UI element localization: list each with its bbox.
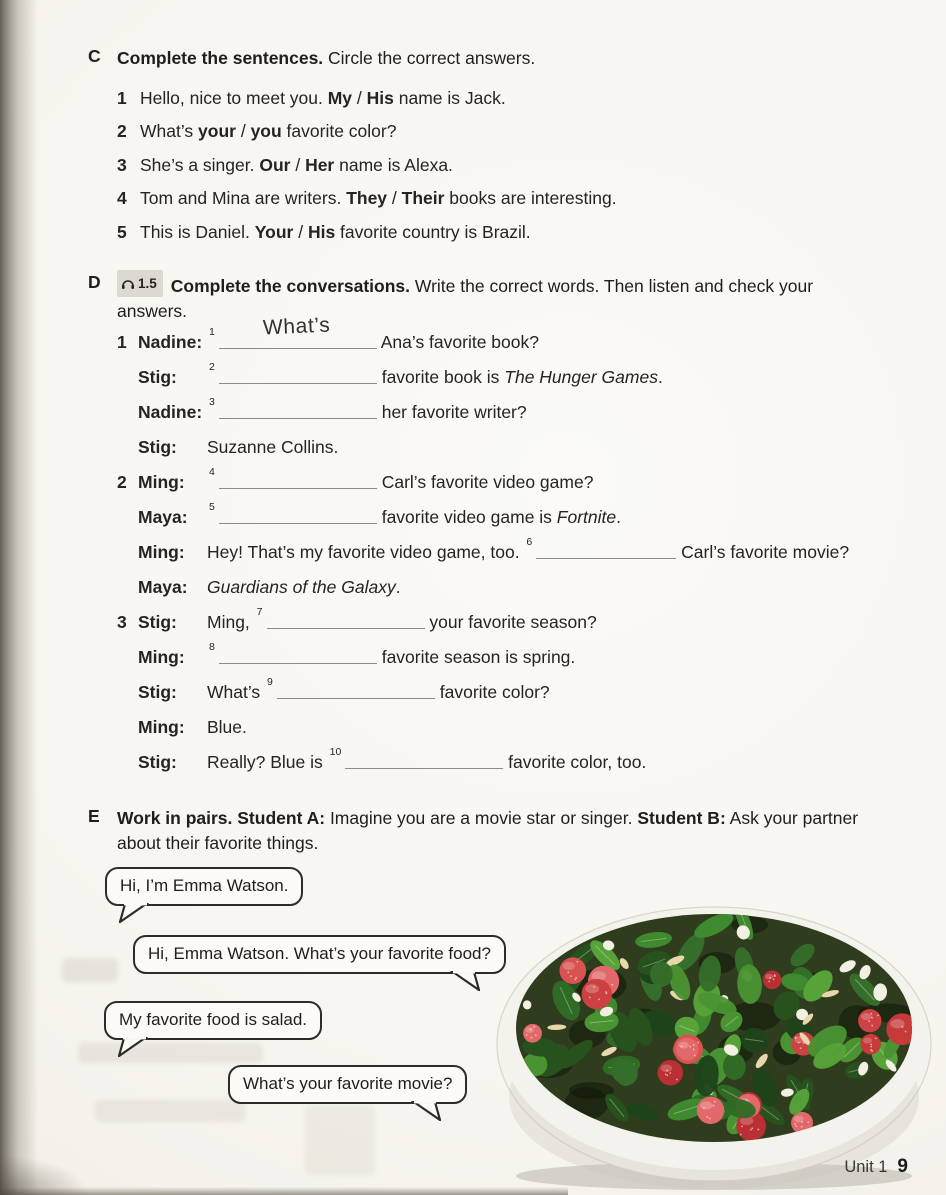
item-number: 3 (117, 154, 127, 175)
item-number: 5 (117, 221, 127, 242)
text-run: Tom and Mina are writers. (140, 188, 347, 209)
answer-number: 10 (329, 746, 342, 759)
speech-bubble (105, 867, 303, 906)
speech-bubble-text: Hi, I’m Emma Watson. (120, 876, 289, 895)
answer-blank (219, 402, 377, 419)
item-text (140, 115, 396, 148)
bleed-through-mark (62, 958, 118, 982)
text-run: / (235, 121, 251, 142)
speech-bubble-text: What’s your favorite movie? (243, 1074, 453, 1093)
conversation-line (117, 395, 849, 430)
salad-photo (482, 892, 946, 1195)
exercise-item (117, 216, 617, 249)
line-content (207, 465, 593, 500)
answer-number: 1 (209, 326, 215, 339)
conversation-line (117, 360, 849, 395)
text-run: My (327, 88, 353, 108)
headphones-icon (121, 277, 135, 290)
answer-blank (219, 313, 377, 349)
text-run: Hello, nice to meet you. (140, 88, 328, 108)
answer-number: 3 (209, 396, 215, 409)
text-run: She’s a singer. (140, 154, 260, 175)
section-c-instruction: Circle the correct answers. (323, 48, 536, 68)
exercise-item (117, 182, 617, 215)
section-d-title (117, 270, 845, 324)
text-run: What’s (140, 121, 199, 142)
speaker-label: Nadine: (138, 402, 203, 422)
section-e-student-a: Work in pairs. Student A: (117, 808, 326, 828)
speech-bubble-tail (118, 1037, 148, 1057)
answer-number: 9 (267, 676, 273, 689)
text-run: your (198, 121, 236, 142)
speaker-label: Ming: (138, 647, 185, 667)
conversation-line (117, 500, 849, 535)
text-run: name is Alexa. (334, 154, 453, 175)
conversation-line (117, 675, 849, 710)
line-content (207, 640, 575, 675)
line-content (207, 395, 527, 430)
text-run: / (293, 221, 308, 242)
conversation-line (117, 640, 849, 675)
answer-blank (219, 507, 377, 524)
answer-blank (219, 647, 377, 664)
text-run: His (307, 221, 336, 242)
page-footer (844, 1156, 908, 1178)
exercise-item (117, 115, 617, 148)
text-run: favorite color? (281, 121, 397, 142)
audio-track-number: 1.5 (138, 276, 157, 291)
section-c-title (117, 46, 857, 71)
item-text (140, 82, 506, 115)
bleed-through-mark (305, 1105, 375, 1175)
conversation-number (117, 535, 138, 570)
answer-blank (219, 367, 377, 384)
answer-number: 5 (209, 501, 215, 514)
speaker-label: Maya: (138, 577, 188, 597)
speech-bubble-tail (450, 971, 480, 991)
text-run: name is Jack. (393, 88, 506, 108)
conversation-line (117, 570, 849, 605)
speech-bubble-tail (411, 1101, 441, 1121)
text-run: your favorite season? (424, 612, 597, 632)
text-run: / (387, 188, 402, 209)
text-run: What’s (207, 682, 266, 702)
audio-track-badge (117, 270, 163, 297)
speaker-label: Maya: (138, 507, 188, 527)
text-run: / (290, 154, 306, 175)
speaker-label: Stig: (138, 752, 177, 772)
speech-bubble-tail (119, 903, 149, 923)
text-run: favorite country is Brazil. (335, 221, 531, 242)
speaker-label: Stig: (138, 612, 177, 632)
text-run: favorite book is (376, 367, 505, 387)
line-content (207, 535, 849, 570)
item-number: 1 (117, 88, 127, 108)
conversation-number (117, 640, 138, 675)
speaker-label: Stig: (138, 367, 177, 387)
text-run: favorite color? (434, 682, 550, 702)
conversation-number (117, 500, 138, 535)
line-content (207, 360, 663, 395)
conversation-line (117, 710, 849, 745)
answer-blank (277, 682, 435, 699)
text-run: her favorite writer? (376, 402, 527, 422)
answer-blank (219, 472, 377, 489)
text-run: Really? Blue is (207, 752, 328, 772)
speaker-label: Nadine: (138, 332, 203, 352)
text-run: . (616, 507, 621, 527)
conversation-line (117, 313, 849, 360)
section-c-items (117, 82, 617, 249)
text-run: Blue. (207, 717, 247, 737)
text-run: Our (259, 154, 291, 175)
unit-label: Unit 1 (844, 1158, 888, 1176)
bleed-through-mark (95, 1100, 245, 1122)
section-d-instruction-bold: Complete the conversations. (170, 276, 411, 296)
answer-number: 7 (256, 606, 263, 619)
section-e-instruction-rest: Ask your partner about their favorite things. (117, 808, 859, 853)
speaker-label: Ming: (138, 472, 185, 492)
text-run: Guardians of the Galaxy (207, 577, 396, 597)
conversation-number (117, 360, 138, 395)
text-run: Suzanne Collins. (207, 437, 339, 457)
item-text (140, 216, 531, 249)
bleed-through-mark (78, 1043, 263, 1063)
speech-bubble (104, 1001, 322, 1040)
text-run: Carl’s favorite video game? (376, 472, 594, 492)
line-content (207, 570, 401, 605)
speech-bubble-text: My favorite food is salad. (119, 1010, 308, 1029)
item-number: 4 (117, 188, 127, 209)
conversation-number (117, 675, 138, 710)
page-number: 9 (897, 1156, 908, 1177)
book-spine-shadow (0, 0, 38, 1195)
answer-number: 4 (209, 466, 215, 479)
conversation-line (117, 430, 849, 465)
answer-blank (536, 542, 676, 559)
text-run: favorite season is spring. (376, 647, 576, 667)
conversation-number (117, 745, 138, 780)
conversation-number: 1 (117, 332, 127, 352)
conversation-line (117, 605, 849, 640)
text-run: Ming, (207, 612, 255, 632)
conversation-number: 2 (117, 472, 127, 492)
answer-blank (267, 612, 425, 629)
item-text (140, 182, 617, 215)
item-text (140, 149, 453, 182)
line-content (207, 710, 247, 745)
section-c-letter: C (88, 46, 101, 66)
section-d-conversations (117, 313, 850, 780)
text-run: Carl’s favorite movie? (676, 542, 850, 562)
conversation-line (117, 535, 849, 570)
answer-blank (345, 752, 503, 769)
text-run: Hey! That’s my favorite video game, too. (207, 542, 525, 562)
text-run: This is Daniel. (140, 221, 255, 242)
conversation-number (117, 570, 138, 605)
line-content (207, 313, 539, 360)
text-run: They (346, 188, 388, 209)
conversation-number (117, 710, 138, 745)
speaker-label: Ming: (138, 717, 185, 737)
text-run: Their (401, 188, 445, 209)
text-run: The Hunger Games (504, 367, 658, 387)
answer-number: 2 (209, 361, 215, 374)
exercise-item (117, 82, 617, 115)
speech-bubble (133, 935, 506, 974)
line-content (207, 675, 550, 710)
exercise-item (117, 149, 617, 182)
answer-number: 6 (526, 536, 533, 549)
line-content (207, 500, 621, 535)
page-corner-shadow (0, 1155, 90, 1195)
line-content (207, 605, 597, 640)
text-run: Ana’s favorite book? (376, 332, 539, 352)
section-e-instruction: Imagine you are a movie star or singer. (325, 808, 638, 828)
text-run: Your (254, 221, 294, 242)
item-number: 2 (117, 121, 127, 142)
conversation-number (117, 395, 138, 430)
section-e-title (117, 806, 859, 856)
speech-bubble-text: Hi, Emma Watson. What’s your favorite food? (148, 944, 491, 963)
text-run: Fortnite (556, 507, 617, 527)
conversation-line (117, 465, 849, 500)
text-run: you (250, 121, 282, 142)
text-run: Her (305, 154, 335, 175)
line-content (207, 430, 338, 465)
conversation-line (117, 745, 849, 780)
text-run: favorite color, too. (503, 752, 647, 772)
section-e-letter: E (88, 806, 100, 826)
text-run: . (657, 367, 663, 387)
conversation-number: 3 (117, 612, 127, 632)
section-d-instruction: Write the correct words. Then listen and check your answers. (117, 276, 814, 321)
speaker-label: Ming: (138, 542, 185, 562)
section-e-student-b: Student B: (637, 808, 726, 828)
speaker-label: Stig: (138, 437, 177, 457)
conversation-number (117, 430, 138, 465)
line-content (207, 745, 646, 780)
text-run: His (366, 88, 394, 108)
speech-bubble (228, 1065, 467, 1104)
speaker-label: Stig: (138, 682, 177, 702)
handwritten-answer: What’s (262, 313, 331, 340)
text-run: books are interesting. (444, 188, 617, 209)
section-c-instruction-bold: Complete the sentences. (117, 48, 324, 68)
section-d-letter: D (88, 272, 101, 292)
text-run: favorite video game is (376, 507, 557, 527)
text-run: . (395, 577, 401, 597)
text-run: / (352, 88, 367, 108)
answer-number: 8 (209, 641, 215, 654)
